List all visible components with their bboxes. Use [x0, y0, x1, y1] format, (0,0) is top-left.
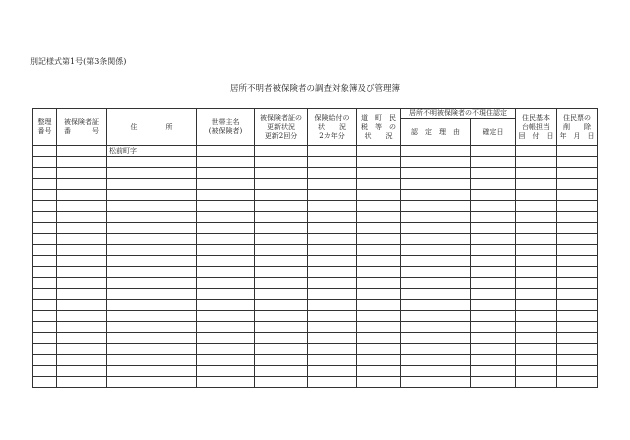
- table-cell: [357, 333, 401, 344]
- table-cell: [255, 355, 308, 366]
- table-cell: [57, 212, 107, 223]
- table-cell: [308, 333, 357, 344]
- table-cell: [57, 311, 107, 322]
- table-row: [33, 201, 598, 212]
- table-cell: [557, 355, 598, 366]
- table-cell: [57, 245, 107, 256]
- table-cell: [557, 300, 598, 311]
- table-cell: [197, 256, 255, 267]
- table-cell: [471, 311, 516, 322]
- table-cell: [357, 212, 401, 223]
- address-cell: [107, 333, 197, 344]
- table-row: [33, 377, 598, 388]
- table-cell: [255, 245, 308, 256]
- address-cell: [107, 300, 197, 311]
- table-cell: [516, 366, 557, 377]
- table-cell: [401, 234, 471, 245]
- table-cell: [516, 190, 557, 201]
- table-cell: [308, 157, 357, 168]
- table-cell: [357, 278, 401, 289]
- table-cell: [516, 377, 557, 388]
- table-row: [33, 278, 598, 289]
- table-cell: [255, 190, 308, 201]
- address-cell: [107, 212, 197, 223]
- table-cell: [401, 311, 471, 322]
- table-cell: [516, 300, 557, 311]
- table-cell: [57, 223, 107, 234]
- table-cell: [401, 179, 471, 190]
- address-cell: [107, 179, 197, 190]
- table-cell: [357, 190, 401, 201]
- header-hihokensha-bango: 被保険者証 番 号: [57, 109, 107, 146]
- table-cell: [357, 201, 401, 212]
- table-cell: [197, 300, 255, 311]
- table-cell: [357, 267, 401, 278]
- table-cell: [471, 245, 516, 256]
- table-cell: [401, 212, 471, 223]
- table-cell: [197, 168, 255, 179]
- table-cell: [401, 146, 471, 157]
- table-cell: [197, 190, 255, 201]
- table-cell: [557, 333, 598, 344]
- table-cell: [197, 267, 255, 278]
- address-cell: [107, 168, 197, 179]
- table-cell: [57, 256, 107, 267]
- header-jumin-kihon: 住民基本 台帳担当 回 付 日: [516, 109, 557, 146]
- table-cell: [57, 278, 107, 289]
- table-cell: [471, 157, 516, 168]
- table-row: [33, 355, 598, 366]
- table-cell: [401, 157, 471, 168]
- table-cell: [471, 190, 516, 201]
- header-seiri-bango: 整理 番号: [33, 109, 57, 146]
- table-cell: [197, 146, 255, 157]
- table-cell: [557, 344, 598, 355]
- table-cell: [197, 234, 255, 245]
- table-cell: [57, 234, 107, 245]
- table-cell: [33, 212, 57, 223]
- header-kakutei-bi: 確定日: [471, 119, 516, 146]
- table-cell: [357, 300, 401, 311]
- table-cell: [516, 289, 557, 300]
- header-hoken-kyufu: 保険給付の 状 況 2カ年分: [308, 109, 357, 146]
- table-row: [33, 366, 598, 377]
- address-cell: [107, 223, 197, 234]
- table-cell: [255, 146, 308, 157]
- table-cell: [401, 344, 471, 355]
- table-cell: [255, 157, 308, 168]
- table-cell: [33, 278, 57, 289]
- table-cell: [471, 333, 516, 344]
- table-cell: [308, 366, 357, 377]
- table-cell: [401, 333, 471, 344]
- table-row: [33, 267, 598, 278]
- table-cell: [557, 157, 598, 168]
- table-cell: [57, 190, 107, 201]
- table-cell: [255, 377, 308, 388]
- table-cell: [308, 179, 357, 190]
- table-cell: [57, 322, 107, 333]
- address-cell: [107, 377, 197, 388]
- table-cell: [197, 344, 255, 355]
- address-cell: [107, 322, 197, 333]
- table-cell: [33, 366, 57, 377]
- table-cell: [197, 223, 255, 234]
- table-cell: [308, 256, 357, 267]
- table-cell: [57, 168, 107, 179]
- table-cell: [33, 344, 57, 355]
- form-label: 別記様式第1号(第3条関係): [30, 57, 127, 66]
- document-title: 居所不明者被保険者の調査対象簿及び管理簿: [229, 84, 400, 94]
- table-cell: [557, 256, 598, 267]
- table-cell: [401, 168, 471, 179]
- table-cell: [308, 223, 357, 234]
- table-row: [33, 234, 598, 245]
- table-cell: [357, 146, 401, 157]
- address-cell: [107, 245, 197, 256]
- table-cell: [401, 322, 471, 333]
- table-cell: [471, 355, 516, 366]
- table-cell: [57, 344, 107, 355]
- table-cell: [255, 267, 308, 278]
- address-cell: [107, 190, 197, 201]
- table-cell: [401, 245, 471, 256]
- table-cell: [255, 234, 308, 245]
- table-cell: [255, 179, 308, 190]
- table-cell: [255, 256, 308, 267]
- table-row: [33, 300, 598, 311]
- table-cell: [33, 234, 57, 245]
- table-cell: [57, 267, 107, 278]
- table-cell: [33, 201, 57, 212]
- table-cell: [401, 223, 471, 234]
- table-cell: [197, 366, 255, 377]
- table-row: [33, 190, 598, 201]
- table-cell: [401, 278, 471, 289]
- table-cell: [33, 322, 57, 333]
- address-cell: [107, 355, 197, 366]
- table-cell: [357, 322, 401, 333]
- table-cell: [557, 234, 598, 245]
- table-cell: [33, 300, 57, 311]
- address-cell: [107, 366, 197, 377]
- table-cell: [357, 223, 401, 234]
- table-cell: [471, 267, 516, 278]
- table-cell: [197, 311, 255, 322]
- table-cell: [357, 355, 401, 366]
- table-cell: [255, 289, 308, 300]
- table-row: [33, 311, 598, 322]
- table-cell: [516, 212, 557, 223]
- table-row: [33, 223, 598, 234]
- table-cell: [357, 377, 401, 388]
- table-cell: [33, 245, 57, 256]
- table-cell: [308, 322, 357, 333]
- table-cell: [557, 267, 598, 278]
- address-cell: [107, 201, 197, 212]
- address-cell: [107, 311, 197, 322]
- table-cell: [308, 146, 357, 157]
- table-cell: [255, 223, 308, 234]
- table-cell: [33, 377, 57, 388]
- table-row: [33, 333, 598, 344]
- table-cell: [401, 355, 471, 366]
- table-cell: [197, 322, 255, 333]
- table-cell: [197, 212, 255, 223]
- table-cell: [516, 278, 557, 289]
- table-cell: [197, 333, 255, 344]
- table-cell: [308, 278, 357, 289]
- table-cell: [308, 355, 357, 366]
- table-cell: [308, 212, 357, 223]
- table-cell: [197, 377, 255, 388]
- table-cell: [308, 289, 357, 300]
- table-cell: [471, 344, 516, 355]
- table-row: [33, 179, 598, 190]
- header-jusho: 住 所: [107, 109, 197, 146]
- header-koshin-jokyo: 被保険者証の 更新状況 更新2回分: [255, 109, 308, 146]
- table-cell: [471, 289, 516, 300]
- table-cell: [516, 344, 557, 355]
- table-cell: [308, 311, 357, 322]
- table-cell: [557, 179, 598, 190]
- table-cell: [357, 289, 401, 300]
- table-cell: [357, 245, 401, 256]
- table-cell: [471, 234, 516, 245]
- table-cell: [471, 366, 516, 377]
- table-cell: [557, 223, 598, 234]
- address-cell: [107, 344, 197, 355]
- table-row: [33, 344, 598, 355]
- table-cell: [471, 300, 516, 311]
- table-cell: [401, 256, 471, 267]
- table-cell: [516, 146, 557, 157]
- table-cell: [57, 201, 107, 212]
- table-cell: [33, 157, 57, 168]
- header-dochominzei: 道 町 民 税 等 の 状 況: [357, 109, 401, 146]
- table-cell: [33, 146, 57, 157]
- table-cell: [471, 168, 516, 179]
- table-cell: [516, 168, 557, 179]
- table-cell: [471, 377, 516, 388]
- table-cell: [401, 267, 471, 278]
- table-cell: [57, 333, 107, 344]
- table-row: [33, 212, 598, 223]
- table-cell: [33, 256, 57, 267]
- address-cell: [107, 278, 197, 289]
- table-cell: [471, 146, 516, 157]
- table-cell: [255, 300, 308, 311]
- table-cell: [308, 344, 357, 355]
- table-cell: [557, 322, 598, 333]
- table-cell: [357, 256, 401, 267]
- table-cell: [197, 245, 255, 256]
- address-cell: [107, 157, 197, 168]
- table-cell: [33, 179, 57, 190]
- table-cell: [197, 179, 255, 190]
- table-cell: [57, 366, 107, 377]
- table-cell: [197, 201, 255, 212]
- table-cell: [471, 322, 516, 333]
- table-cell: [557, 278, 598, 289]
- table-cell: [197, 278, 255, 289]
- table-cell: [255, 212, 308, 223]
- table-row: [33, 245, 598, 256]
- table-cell: [357, 179, 401, 190]
- table-cell: [308, 300, 357, 311]
- table-cell: [516, 179, 557, 190]
- table-cell: [471, 201, 516, 212]
- table-cell: [197, 355, 255, 366]
- table-cell: [255, 311, 308, 322]
- table-cell: [308, 377, 357, 388]
- table-cell: [471, 278, 516, 289]
- table-cell: [471, 179, 516, 190]
- table-cell: [357, 157, 401, 168]
- table-cell: [33, 289, 57, 300]
- table-cell: [33, 190, 57, 201]
- table-cell: [197, 157, 255, 168]
- table-cell: [57, 377, 107, 388]
- table-cell: [516, 201, 557, 212]
- table-cell: [308, 234, 357, 245]
- table-cell: [516, 322, 557, 333]
- table-cell: [516, 333, 557, 344]
- header-nintei-riyu: 認 定 理 由: [401, 119, 471, 146]
- table-row: [33, 322, 598, 333]
- table-cell: [57, 300, 107, 311]
- table-cell: [308, 267, 357, 278]
- table-cell: [308, 190, 357, 201]
- table-cell: [57, 146, 107, 157]
- table-cell: [557, 289, 598, 300]
- table-cell: [33, 168, 57, 179]
- table-cell: [357, 311, 401, 322]
- table-cell: [255, 322, 308, 333]
- table-cell: [471, 256, 516, 267]
- table-cell: [557, 366, 598, 377]
- table-row: [33, 256, 598, 267]
- table-cell: [255, 278, 308, 289]
- table-cell: [516, 256, 557, 267]
- table-cell: [401, 201, 471, 212]
- table-cell: [255, 333, 308, 344]
- table-cell: [308, 245, 357, 256]
- table-cell: [401, 190, 471, 201]
- table-cell: [33, 355, 57, 366]
- table-cell: [33, 223, 57, 234]
- address-cell: [107, 256, 197, 267]
- table-cell: [57, 157, 107, 168]
- table-cell: [471, 223, 516, 234]
- table-cell: [557, 168, 598, 179]
- table-cell: [516, 223, 557, 234]
- table-cell: [516, 267, 557, 278]
- table-cell: [557, 190, 598, 201]
- table-cell: [357, 366, 401, 377]
- table-cell: [516, 157, 557, 168]
- address-cell: [107, 267, 197, 278]
- address-cell: [107, 289, 197, 300]
- table-cell: [255, 201, 308, 212]
- table-cell: [57, 179, 107, 190]
- table-cell: [557, 377, 598, 388]
- table-cell: [471, 212, 516, 223]
- table-cell: [57, 355, 107, 366]
- ledger-body: [33, 146, 598, 388]
- table-cell: [401, 289, 471, 300]
- table-cell: [401, 377, 471, 388]
- table-cell: [557, 201, 598, 212]
- table-cell: [255, 366, 308, 377]
- table-cell: [308, 168, 357, 179]
- table-cell: [357, 234, 401, 245]
- table-cell: [557, 212, 598, 223]
- table-cell: [255, 168, 308, 179]
- table-cell: [357, 344, 401, 355]
- table-row: [33, 289, 598, 300]
- table-cell: [33, 311, 57, 322]
- address-cell: 松前町字: [107, 146, 197, 157]
- header-juminhyo-sakujo: 住民票の 削 除 年 月 日: [557, 109, 598, 146]
- table-cell: [401, 366, 471, 377]
- table-cell: [357, 168, 401, 179]
- table-cell: [557, 245, 598, 256]
- table-cell: [516, 245, 557, 256]
- table-row: [33, 146, 598, 157]
- table-cell: [557, 146, 598, 157]
- table-cell: [33, 333, 57, 344]
- table-cell: [401, 300, 471, 311]
- table-cell: [33, 267, 57, 278]
- table-cell: [516, 311, 557, 322]
- table-cell: [197, 289, 255, 300]
- address-cell: [107, 234, 197, 245]
- table-cell: [308, 201, 357, 212]
- header-kyosho-fumei-group: 居所不明被保険者の不現住認定: [401, 109, 516, 119]
- table-cell: [557, 311, 598, 322]
- table-cell: [57, 289, 107, 300]
- header-setai-nushi: 世帯主名 (被保険者): [197, 109, 255, 146]
- ledger-table: [32, 108, 598, 388]
- table-row: [33, 157, 598, 168]
- table-cell: [516, 355, 557, 366]
- table-cell: [516, 234, 557, 245]
- table-row: [33, 168, 598, 179]
- table-cell: [255, 344, 308, 355]
